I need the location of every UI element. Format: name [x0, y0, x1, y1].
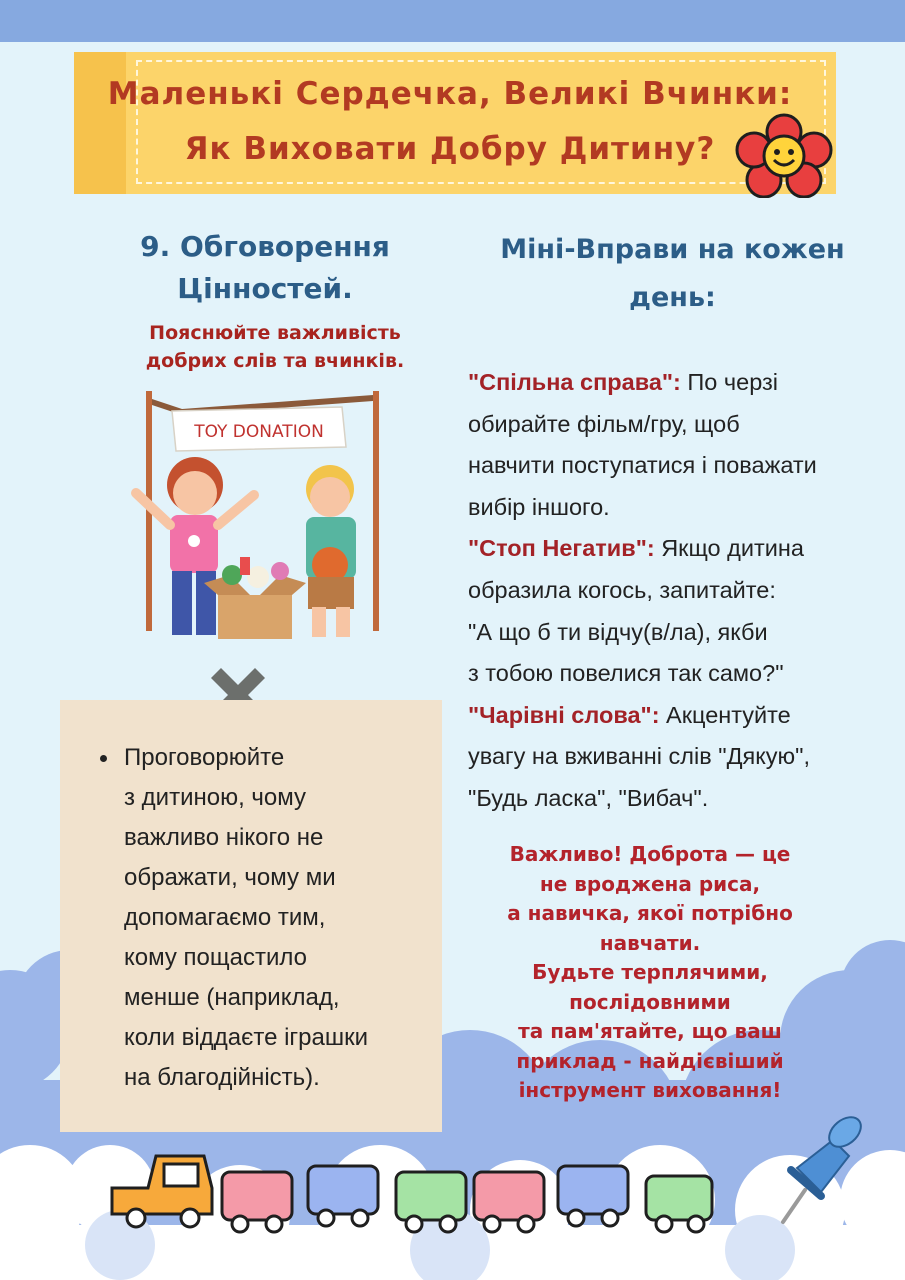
exercise-text: Якщо дитина	[654, 535, 804, 562]
note-line: коли віддаєте іграшки	[124, 1024, 369, 1051]
toy-donation-illustration	[120, 385, 390, 655]
important-line: не вроджена риса,	[539, 871, 761, 896]
exercise-item	[468, 695, 888, 820]
important-line: інструмент виховання!	[518, 1078, 782, 1102]
note-line: з дитиною, чому	[124, 784, 307, 811]
important-note	[470, 840, 830, 1106]
banner-strip	[74, 52, 126, 194]
important-line: приклад - найдієвіший	[516, 1048, 784, 1073]
exercise-text: "Будь ласка", "Вибач".	[468, 784, 709, 811]
page-title-line2: Як Виховати Добру Дитину?	[184, 131, 716, 167]
note-line: важливо нікого не	[124, 824, 324, 851]
exercise-key: "Спільна справа":	[468, 369, 681, 395]
note-line: кому пощастило	[124, 944, 308, 971]
sign-text: TOY DONATION	[194, 422, 324, 442]
bullet-point	[100, 755, 107, 762]
note-line: менше (наприклад,	[124, 984, 340, 1011]
exercises-heading-line1: Міні-Вправи на кожен	[500, 234, 845, 265]
note-line: допомагаємо тим,	[124, 904, 326, 931]
note-text	[124, 738, 434, 1098]
exercise-text: "А що б ти відчу(в/ла), якби	[468, 618, 768, 645]
section-heading-line1: 9. Обговорення	[140, 230, 390, 263]
note-line: на благодійність).	[124, 1064, 320, 1091]
exercise-text: вибір іншого.	[468, 493, 610, 520]
important-line: Важливо! Доброта — це	[509, 842, 791, 866]
exercise-text: з тобою повелися так само?"	[468, 660, 784, 687]
exercise-item	[468, 362, 888, 528]
exercise-list	[468, 362, 888, 820]
exercise-text: По черзі	[680, 369, 779, 395]
flower-smiley-icon	[734, 112, 834, 198]
section-subtitle-line2: добрих слів та вчинків.	[145, 350, 405, 372]
important-line: послідовними	[569, 989, 731, 1014]
important-line: Будьте терплячими,	[532, 960, 768, 984]
page-title-line1: Маленькі Сердечка, Великі Вчинки:	[107, 76, 793, 112]
important-line: а навичка, якої потрібно	[507, 901, 793, 925]
exercise-text: Акцентуйте	[659, 701, 791, 728]
exercise-item	[468, 528, 888, 694]
section-subtitle-line1: Пояснюйте важливість	[149, 322, 401, 344]
exercise-text: образила когось, запитайте:	[468, 576, 776, 603]
exercise-text: навчити поступатися і поважати	[468, 452, 817, 479]
note-line: ображати, чому ми	[124, 864, 336, 891]
important-line: та пам'ятайте, що ваш	[518, 1019, 782, 1043]
exercise-text: обирайте фільм/гру, щоб	[468, 410, 740, 437]
exercise-text: увагу на вживанні слів "Дякую",	[468, 743, 811, 770]
important-line: навчати.	[599, 930, 701, 955]
section-heading-line2: Цінностей.	[177, 272, 353, 305]
exercise-key: "Чарівні слова":	[468, 701, 660, 728]
note-line: Проговорюйте	[124, 744, 285, 771]
push-pin-icon	[775, 1110, 870, 1230]
exercise-key: "Стоп Негатив":	[468, 535, 655, 562]
exercises-heading-line2: день:	[629, 282, 716, 313]
toy-train-icon	[108, 1148, 718, 1238]
